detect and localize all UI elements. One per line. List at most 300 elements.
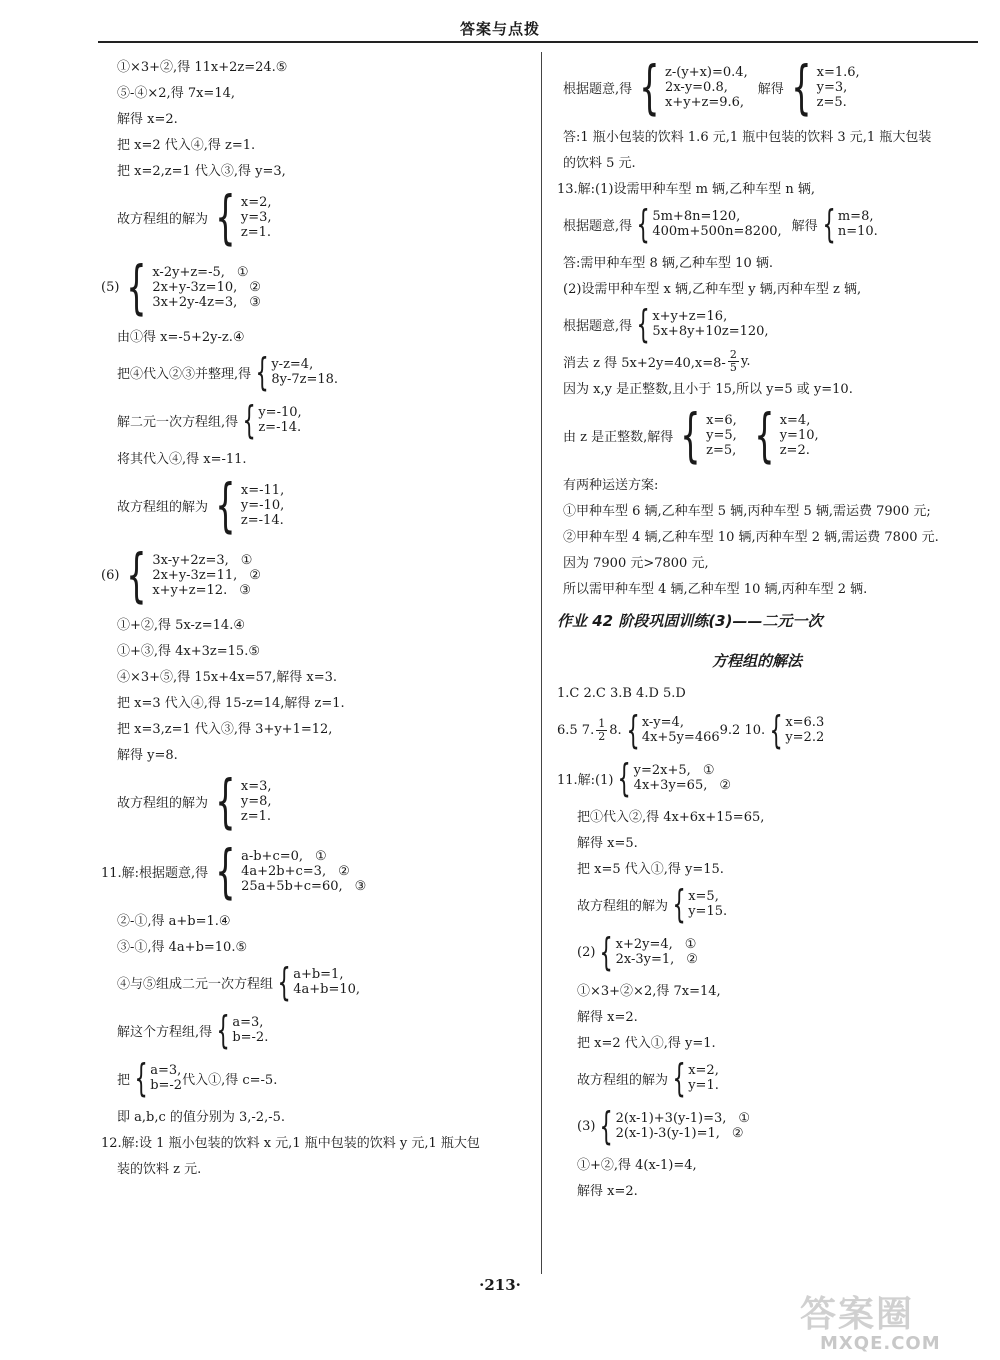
equation-tag: ① [702,763,715,778]
fraction [596,718,607,743]
line-text: 把 x=2 代入①,得 y=1. [577,1035,716,1051]
left-brace: { [639,53,660,121]
solution-system [767,708,825,752]
equation: 8y-7z=18. [271,372,339,387]
text-line [557,470,977,496]
equation-system [634,302,769,346]
line-text: 12.解:设 1 瓶小包装的饮料 x 元,1 瓶中包装的饮料 y 元,1 瓶大包 [101,1135,480,1151]
line-text: (5) [101,279,120,295]
equation-rows [258,405,301,435]
left-brace: { [599,930,614,974]
equation-row [241,210,272,225]
text-line [557,854,977,880]
equation-row [150,1078,182,1093]
line-text: 即 a,b,c 的值分别为 3,-2,-5. [117,1109,286,1125]
equation: a=3, [150,1063,182,1078]
equation-block [117,1006,537,1054]
equation-row [785,715,824,730]
equation: 3x-y+2z=3, [152,552,229,568]
line-text: 解得 [757,81,784,97]
left-brace: { [680,401,701,469]
solution-system [786,53,860,121]
equation-row [665,65,748,80]
equation: y=2x+5, [633,763,691,778]
equation-block [557,300,977,348]
equation-rows [616,1111,750,1141]
text-line [557,148,977,174]
equation-row [150,1063,182,1078]
equation: z=5, [706,442,737,458]
line-text: (3) [577,1118,596,1134]
equation-system [240,398,302,442]
fraction-numerator: 1 [598,716,606,730]
equation-row [642,730,720,745]
equation-system [624,708,720,752]
equation: x+2y=4, [615,937,673,952]
left-brace: { [242,398,256,442]
equation-system [597,1104,751,1148]
equation-block [557,928,977,976]
equation-system [253,350,339,394]
equation-system [670,882,728,926]
equation: 2x-3y=1, [615,952,675,967]
equation-row [652,224,781,239]
text-line [557,522,977,548]
equation-row [785,730,824,745]
right-column [557,52,977,1202]
text-line [117,52,537,78]
line-text: ①+②,得 4(x-1)=4, [577,1157,697,1173]
equation-row [258,420,301,435]
solution-system [820,202,878,246]
equation: 2x+y-3z=10, [152,279,238,295]
line-text: 所以需甲种车型 4 辆,乙种车型 10 辆,丙种车型 2 辆. [563,581,868,597]
text-line [557,1028,977,1054]
equation-row [817,95,860,110]
text-line [117,444,537,470]
equation-row [152,568,261,583]
line-text: 把 x=3 代入④,得 15-z=14,解得 z=1. [117,695,345,711]
equation-rows [152,553,261,598]
line-text: ①×3+②,得 11x+2z=24.⑤ [117,59,288,75]
equation: x=-11, [240,482,285,498]
line-text: 把 x=2 代入④,得 z=1. [117,137,256,153]
line-text: 代入①,得 c=-5. [182,1072,278,1088]
left-brace: { [255,350,269,394]
equation-row [293,982,360,997]
equation: m=8, [837,209,874,224]
equation: y=2.2 [785,730,825,745]
equation-system [675,401,737,469]
equation-system [210,471,285,539]
equation-system [210,837,367,905]
equation-row [652,209,781,224]
equation-rows [665,65,748,110]
equation: y=3, [816,79,848,95]
equation: x=5, [688,889,719,904]
equation: b=-2 [150,1078,183,1093]
text-line [557,976,977,1002]
equation-block [117,182,537,252]
page-header-title: 答案与点拨 [459,20,540,38]
equation-system [214,1008,269,1052]
equation-tag: ① [236,264,249,280]
left-brace: { [134,1056,148,1100]
equation: 3x+2y-4z=3, [152,294,238,310]
equation-system [210,767,272,835]
line-text: 根据题意,得 [563,218,633,234]
equation-system [597,930,698,974]
equation-tag: ③ [239,582,251,598]
line-text: 解得 x=2. [117,111,178,127]
equation-row [688,1078,719,1093]
equation-rows [642,715,720,745]
equation-row [780,413,819,428]
text-line [557,828,977,854]
fraction-denominator: 5 [729,360,737,374]
equation: 2x+y-3z=11, [152,567,238,583]
left-brace: { [215,471,236,539]
equation-tag: ③ [354,878,367,894]
text-line [117,1154,537,1180]
equation-rows [817,65,860,110]
line-text: 13.解:(1)设需甲种车型 m 辆,乙种车型 n 辆, [557,181,815,197]
equation-rows [688,889,727,919]
left-brace: { [599,1104,614,1148]
left-brace: { [126,541,148,609]
watermark-logo [800,1286,990,1354]
equation-tag: ② [249,567,261,583]
equation-block [117,766,537,836]
line-text: 11.解:(1) [557,772,614,788]
equation-rows [241,195,272,240]
left-brace: { [672,1056,686,1100]
equation-row [241,864,366,879]
equation: 400m+500n=8200, [652,224,782,239]
equation: 2x-y=0.8, [665,79,728,95]
equation-row [241,483,284,498]
equation-block [101,540,537,610]
line-text: 解二元一次方程组,得 [117,414,239,430]
text-line [557,548,977,574]
text-line [117,740,537,766]
equation-rows [241,779,272,824]
equation: z-(y+x)=0.4, [665,64,748,80]
equation-row [838,224,878,239]
equation: z=2. [779,442,810,458]
equation-rows [271,357,338,387]
equation-rows [150,1063,182,1093]
equation: z=5. [816,94,847,110]
equation-row [634,778,731,793]
left-column [101,52,537,1180]
equation-block [101,836,537,906]
equation-block [557,1102,977,1150]
equation: x=1.6, [816,64,860,80]
text-line [557,574,977,600]
line-text: (2)设需甲种车型 x 辆,乙种车型 y 辆,丙种车型 z 辆, [563,281,862,297]
left-brace: { [822,202,836,246]
equation-block [557,754,977,802]
line-text: 把 x=5 代入①,得 y=15. [577,861,724,877]
equation-block [117,958,537,1006]
equation-row [241,195,272,210]
text-line [557,374,977,400]
equation: 4x+5y=466 [641,730,720,745]
text-line [117,932,537,958]
equation: y=-10, [240,497,285,513]
left-brace: { [791,53,812,121]
header-rule [98,41,978,43]
equation-tag: ② [249,279,261,295]
equation-row [688,889,727,904]
equation-block [117,1054,537,1102]
line-text: 因为 x,y 是正整数,且小于 15,所以 y=5 或 y=10. [563,381,853,397]
equation-row [152,295,261,310]
equation-row [232,1015,268,1030]
equation: a+b=1, [293,967,344,982]
fraction-numerator: 2 [729,347,737,361]
equation-rows [838,209,878,239]
equation-system [670,1056,719,1100]
left-brace: { [215,767,236,835]
line-text: 把①代入②,得 4x+6x+15=65, [577,809,765,825]
line-text: 9.2 10. [719,722,766,738]
line-text: ④×3+⑤,得 15x+4x=57,解得 x=3. [117,669,338,685]
text-line [557,1176,977,1202]
text-line [117,906,537,932]
equation: n=10. [837,224,878,239]
equation-row [241,849,366,864]
equation: y=8, [240,793,272,809]
equation-row [780,428,819,443]
left-brace: { [216,1008,230,1052]
equation-row [258,405,301,420]
line-text: 把④代入②③并整理,得 [117,366,252,382]
equation-row [152,553,261,568]
line-text: 8. [609,722,622,738]
line-text: ④与⑤组成二元一次方程组 [117,976,274,992]
solution-system [749,401,819,469]
text-line [117,662,537,688]
equation-tag: ① [315,848,327,864]
equation-rows [232,1015,268,1045]
line-text: 解这个方程组,得 [117,1024,213,1040]
equation-rows [616,937,698,967]
line-text: ②甲种车型 4 辆,乙种车型 10 辆,丙种车型 2 辆,需运费 7800 元. [563,529,939,545]
equation-system [121,253,261,321]
text-line [117,1102,537,1128]
text-line [557,802,977,828]
equation: z=1. [240,808,272,824]
text-line [117,104,537,130]
equation-rows [152,265,261,310]
line-text: 有两种运送方案: [563,477,659,493]
equation-row [293,967,360,982]
equation-row [271,372,338,387]
equation-row [241,809,272,824]
equation: z=1. [240,224,272,240]
equation-system [634,53,748,121]
line-text: 11.解:根据题意,得 [101,865,209,881]
line-text: 消去 z 得 5x+2y=40,x=8- [563,355,726,371]
equation: x+y+z=16, [652,309,728,324]
equation-row [706,443,737,458]
page-number: ·213· [479,1276,521,1294]
equation: x+y+z=9.6, [665,94,745,110]
line-text: 因为 7900 元>7800 元, [563,555,709,571]
equation-system [634,202,782,246]
equation: x=6.3 [785,715,825,730]
line-text: 由 z 是正整数,解得 [563,429,674,445]
equation: 2(x-1)+3(y-1)=3, [615,1111,727,1126]
line-text: (2) [577,944,596,960]
equation-system [615,756,732,800]
equation-system [132,1056,183,1100]
equation: z=-14. [258,420,302,435]
equation: 5m+8n=120, [652,209,741,224]
text-line [117,610,537,636]
left-brace: { [754,401,775,469]
left-brace: { [769,708,783,752]
equation-rows [780,413,819,458]
left-brace: { [626,708,640,752]
text-line [557,174,977,200]
line-text: 1.C 2.C 3.B 4.D 5.D [557,685,686,701]
equation-block [117,348,537,396]
line-text: 6.5 7. [557,722,595,738]
line-text: 故方程组的解为 [117,211,209,227]
text-line [557,1150,977,1176]
equation-row [241,513,284,528]
line-text: 的饮料 5 元. [563,155,636,171]
equation-row [780,443,819,458]
line-text: ①×3+②×2,得 7x=14, [577,983,721,999]
text-line [117,688,537,714]
equation-row [152,265,261,280]
section-title: 作业 42 阶段巩固训练(3)——二元一次 [557,611,823,630]
text-line [557,248,977,274]
text-line [101,1128,537,1154]
watermark-line2: MXQE.COM [820,1333,941,1354]
line-text: (6) [101,567,120,583]
equation-tag: ① [240,552,253,568]
line-text: 把 x=2,z=1 代入③,得 y=3, [117,163,286,179]
equation-row [152,583,261,598]
text-line [557,122,977,148]
line-text: 由①得 x=-5+2y-z.④ [117,329,245,345]
equation-tag: ① [738,1111,751,1126]
left-brace: { [126,253,148,321]
left-brace: { [617,756,632,800]
equation-rows [688,1063,719,1093]
equation: y=5, [706,427,737,443]
line-text: 把 [117,1072,131,1088]
line-text: ①+②,得 5x-z=14.④ [117,617,245,633]
equation: 4a+2b+c=3, [241,863,327,879]
equation-row [652,309,768,324]
equation-row [616,952,698,967]
text-line [117,78,537,104]
equation-block [557,200,977,248]
line-text: 答:需甲种车型 8 辆,乙种车型 10 辆. [563,255,773,271]
equation: 4x+3y=65, [633,778,708,793]
equation: x+y+z=12. [152,582,228,598]
equation: 4a+b=10, [293,982,361,997]
equation: y=1. [688,1078,719,1093]
equation-block [557,706,977,754]
equation-row [241,225,272,240]
equation-row [271,357,338,372]
line-text: y. [740,353,751,369]
equation-row [665,95,748,110]
equation: y=15. [688,904,728,919]
equation-system [275,960,361,1004]
equation-block [557,400,977,470]
equation-row [817,80,860,95]
equation-row [634,763,731,778]
equation: x=2, [688,1063,719,1078]
equation-row [232,1030,268,1045]
equation-row [665,80,748,95]
line-text: 解得 y=8. [117,747,178,763]
line-text: ③-①,得 4a+b=10.⑤ [117,939,248,955]
equation-row [817,65,860,80]
text-line [557,348,977,374]
line-text: 故方程组的解为 [577,1072,669,1088]
text-line [117,130,537,156]
text-line [117,636,537,662]
line-text: ①+③,得 4x+3z=15.⑤ [117,643,260,659]
equation: a=3, [232,1015,264,1030]
text-line [557,496,977,522]
equation: 25a+5b+c=60, [241,878,343,894]
equation-rows [293,967,360,997]
line-text: 装的饮料 z 元. [117,1161,202,1177]
equation-row [688,1063,719,1078]
equation-block [117,470,537,540]
equation-rows [785,715,824,745]
equation-tag: ② [719,778,732,793]
equation-block [101,252,537,322]
equation: b=-2. [232,1030,269,1045]
equation-rows [706,413,737,458]
equation-block [557,52,977,122]
equation-block [557,1054,977,1102]
equation-system [210,183,272,251]
equation-row [616,1126,750,1141]
left-brace: { [215,183,236,251]
text-line [117,156,537,182]
equation-rows [241,849,366,894]
equation-row [706,428,737,443]
text-line [557,1002,977,1028]
text-line [557,274,977,300]
left-brace: { [215,837,236,905]
equation-system [121,541,261,609]
equation-row [616,937,698,952]
equation-tag: ② [686,952,698,967]
line-text: 故方程组的解为 [117,795,209,811]
watermark-line1: 答案圈 [800,1294,915,1335]
equation-block [117,396,537,444]
equation: x-y=4, [641,715,684,730]
line-text: 答:1 瓶小包装的饮料 1.6 元,1 瓶中包装的饮料 3 元,1 瓶大包装 [563,129,932,145]
line-text: 把 x=3,z=1 代入③,得 3+y+1=12, [117,721,333,737]
equation: x=4, [779,412,811,428]
line-text: 解得 x=2. [577,1009,638,1025]
equation-row [241,779,272,794]
